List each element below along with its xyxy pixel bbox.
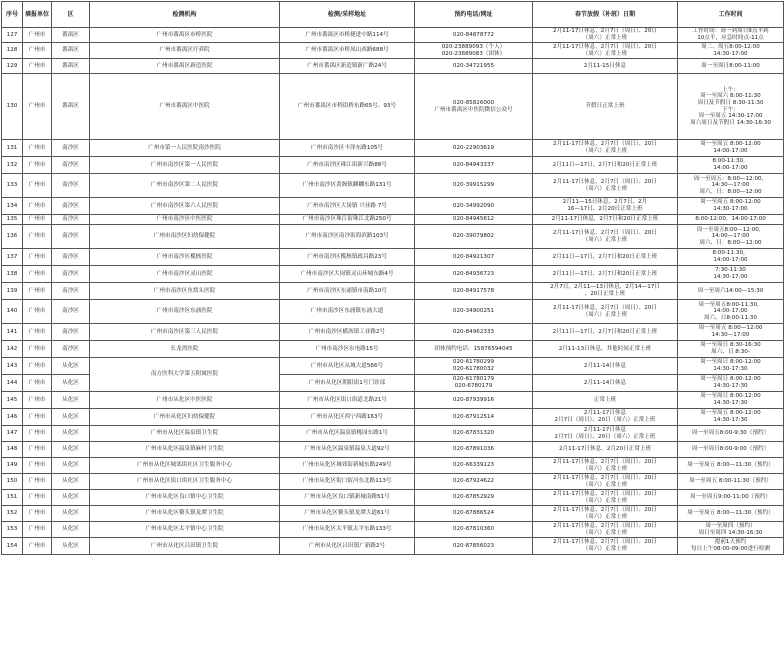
- table-row: [2, 43, 784, 59]
- header-address: 检测/采样地址: [280, 2, 415, 28]
- cell-address: 广州市从化区从城大道566号: [280, 358, 415, 375]
- header-org: 检测机构: [90, 2, 280, 28]
- cell-hours: 周一至周五8:00—12:00， 14:00—17:00 周六、日：8:00—12:00: [678, 225, 784, 249]
- cell-no: 153: [2, 522, 23, 538]
- header-unit: 填报单位: [23, 2, 52, 28]
- cell-holiday: 2月7日，2月11—13日休息，2月14—17日 ，20日正常上班: [533, 283, 678, 300]
- cell-holiday: 2月11-17日休息，2月7日（周日）、20日 （周六）正常上班: [533, 506, 678, 522]
- cell-district: 从化区: [52, 474, 90, 490]
- cell-no: 141: [2, 324, 23, 341]
- cell-address: 广州市从化区温泉镇温泉大道92号: [280, 442, 415, 458]
- cell-unit: 广州市: [23, 225, 52, 249]
- cell-unit: 广州市: [23, 490, 52, 506]
- cell-unit: 广州市: [23, 375, 52, 392]
- cell-hours: 周一至周五 8:00-12:00 14:30-17:00: [678, 198, 784, 215]
- cell-address: 广州市南沙区东涌镇市南路10号: [280, 283, 415, 300]
- cell-district: 南沙区: [52, 198, 90, 215]
- cell-org: 广州市番禺区疗养院: [90, 43, 280, 59]
- cell-phone: 020-34992090: [415, 198, 533, 215]
- cell-holiday: 2月11-17日休息 2月7日（周日）、20日（周六）正常上班: [533, 426, 678, 442]
- cell-phone: 020-23889093（个人） 020-23889083（团体）: [415, 43, 533, 59]
- cell-address: 广州市南沙区东涌镇东涌大道: [280, 300, 415, 324]
- cell-phone: 020-87924622: [415, 474, 533, 490]
- cell-hours: 7:30-11:30 14:30-17:00: [678, 266, 784, 283]
- cell-phone: 020-87886524: [415, 506, 533, 522]
- cell-phone: 020-84962333: [415, 324, 533, 341]
- cell-address: 广州市番禺区市桥凤山西路688号: [280, 43, 415, 59]
- cell-hours: 周一至周日 8:00-12:00 14:30-17:30: [678, 375, 784, 392]
- cell-address: 广州市南沙区丰泽东路105号: [280, 140, 415, 157]
- cell-holiday: 2月11-14日休息: [533, 375, 678, 392]
- table-row: [2, 157, 784, 174]
- cell-hours: 周一至周五9:00-11:00（预约）: [678, 490, 784, 506]
- cell-unit: 广州市: [23, 506, 52, 522]
- cell-holiday: 2月11-17日休息，2月7日（周日）、20日 （周六）正常上班: [533, 43, 678, 59]
- cell-district: 南沙区: [52, 283, 90, 300]
- cell-unit: 广州市: [23, 392, 52, 409]
- cell-no: 147: [2, 426, 23, 442]
- cell-no: 135: [2, 215, 23, 225]
- cell-phone: 020-61780179 020-6780179: [415, 375, 533, 392]
- table-row: [2, 198, 784, 215]
- cell-district: 南沙区: [52, 266, 90, 283]
- cell-address: 广州市从化区良口镇新城南路51号: [280, 490, 415, 506]
- cell-address: 广州市从化区城郊街新城东路249号: [280, 458, 415, 474]
- cell-org: 广州市南沙区妇幼保健院: [90, 225, 280, 249]
- cell-hours: 周一至周五8:00-11:30， 14:00-17:00 周六、日8:00-11:30: [678, 300, 784, 324]
- cell-district: 从化区: [52, 392, 90, 409]
- cell-no: 154: [2, 538, 23, 555]
- cell-district: 南沙区: [52, 341, 90, 358]
- cell-hours: 上午： 周一至周六 8:00-11:30 周日及节假日 8:30-11:30 下午： 周一至周五 14:30-17:00 周六周日及节假日 14:30-16:30: [678, 74, 784, 140]
- cell-district: 番禺区: [52, 74, 90, 140]
- cell-address: 广州市从化区太平镇太平东路133号: [280, 522, 415, 538]
- cell-district: 从化区: [52, 426, 90, 442]
- cell-address: 广州市从化区街口街道北路21号: [280, 392, 415, 409]
- cell-address: 广州市番禺区新造镇新广路24号: [280, 59, 415, 74]
- table-row: [2, 74, 784, 140]
- cell-holiday: 2月11-14日休息: [533, 358, 678, 375]
- cell-no: 149: [2, 458, 23, 474]
- table-row: [2, 140, 784, 157]
- cell-holiday: 2月11-17日休息，2月7日（周日）、20日 （周六）正常上班: [533, 474, 678, 490]
- cell-phone: 020-39079802: [415, 225, 533, 249]
- cell-unit: 广州市: [23, 43, 52, 59]
- cell-phone: 020-34900251: [415, 300, 533, 324]
- cell-no: 140: [2, 300, 23, 324]
- cell-hours: 周一至周五 8:00-12:00 14:30-17:30: [678, 409, 784, 426]
- cell-hours: 周一至周四（预约） 周日至周四 14:30-16:30: [678, 522, 784, 538]
- table-row: [2, 426, 784, 442]
- cell-no: 144: [2, 375, 23, 392]
- cell-address: 广州市从化区街口街河东北路113号: [280, 474, 415, 490]
- cell-address: 广州市南沙区榄核镇政昌路23号: [280, 249, 415, 266]
- cell-org: 南方医科大学第五附属医院: [90, 358, 280, 392]
- cell-district: 南沙区: [52, 174, 90, 198]
- cell-org: 广州市从化区温泉镇卫生院: [90, 426, 280, 442]
- cell-district: 南沙区: [52, 140, 90, 157]
- cell-district: 南沙区: [52, 215, 90, 225]
- cell-phone: 020-87810360: [415, 522, 533, 538]
- cell-org: 广州市从化区中医医院: [90, 392, 280, 409]
- table-row: [2, 341, 784, 358]
- table-row: [2, 174, 784, 198]
- cell-unit: 广州市: [23, 266, 52, 283]
- cell-unit: 广州市: [23, 358, 52, 375]
- cell-holiday: 2月11-17日休息 2月7日（周日）、20日（周六）正常上班: [533, 409, 678, 426]
- cell-no: 143: [2, 358, 23, 375]
- cell-phone: 020-87852929: [415, 490, 533, 506]
- cell-holiday: 2月11-17日休息，2月7日（周日）、20日 （周六）正常上班: [533, 538, 678, 555]
- cell-phone: 020-85826000 广州市番禺区中医院微信公众号: [415, 74, 533, 140]
- cell-phone: 020-66339123: [415, 458, 533, 474]
- cell-address: 广州市南沙区黄阁镇麒麟东路131号: [280, 174, 415, 198]
- cell-hours: 工作时间：周一到周日9点半到 10点半，应急时间点-11点: [678, 28, 784, 43]
- cell-no: 145: [2, 392, 23, 409]
- cell-holiday: 2月11-17日休息，2月7日（周日）、20日 （周六）正常上班: [533, 28, 678, 43]
- cell-no: 132: [2, 157, 23, 174]
- cell-address: 广州市从化区鳌头镇龙潭大道61号: [280, 506, 415, 522]
- cell-district: 从化区: [52, 490, 90, 506]
- cell-phone: 020-84878772: [415, 28, 533, 43]
- cell-unit: 广州市: [23, 174, 52, 198]
- cell-holiday: 2月11-15日休息: [533, 59, 678, 74]
- table-row: [2, 458, 784, 474]
- cell-no: 127: [2, 28, 23, 43]
- cell-phone: 020-39915299: [415, 174, 533, 198]
- cell-holiday: 正常上班: [533, 392, 678, 409]
- cell-hours: 周一至周五 8:00—12:00 14:30—17:00: [678, 324, 784, 341]
- cell-hours: 提前1天预约 每日上午08:00-09:00进行检测: [678, 538, 784, 555]
- cell-no: 134: [2, 198, 23, 215]
- cell-phone: 020-61780299 020-61780032: [415, 358, 533, 375]
- cell-address: 广州市南沙区大岗镇灵山环城东路4号: [280, 266, 415, 283]
- cell-unit: 广州市: [23, 474, 52, 490]
- cell-district: 番禺区: [52, 28, 90, 43]
- cell-org: 广州市南沙区第六人民医院: [90, 198, 280, 215]
- cell-unit: 广州市: [23, 215, 52, 225]
- cell-hours: 周一至周五：8:00—12:00， 14:30—17:00 周六、日：8:00—12:00: [678, 174, 784, 198]
- cell-holiday: 2月11-17日休息，2月7日（周日）、20日 （周六）正常上班: [533, 140, 678, 157]
- cell-hours: 周一至周六14:00—15:30: [678, 283, 784, 300]
- cell-holiday: 节假日正常上班: [533, 74, 678, 140]
- table-header-row: [2, 2, 784, 28]
- cell-org: 广州市从化区城郊街社区卫生服务中心: [90, 458, 280, 474]
- cell-district: 从化区: [52, 358, 90, 375]
- cell-unit: 广州市: [23, 283, 52, 300]
- cell-no: 131: [2, 140, 23, 157]
- cell-unit: 广州市: [23, 426, 52, 442]
- table-row: [2, 283, 784, 300]
- cell-org: 广州市第一人民医院南沙医院: [90, 140, 280, 157]
- cell-no: 152: [2, 506, 23, 522]
- cell-unit: 广州市: [23, 442, 52, 458]
- cell-holiday: 2月11-17日休息，2月20日正常上班: [533, 442, 678, 458]
- cell-org: 广州市南沙区鱼窝头医院: [90, 283, 280, 300]
- cell-phone: 020-84917578: [415, 283, 533, 300]
- cell-org: 广州市南沙区第三人民医院: [90, 324, 280, 341]
- cell-district: 南沙区: [52, 249, 90, 266]
- cell-address: 广州市南沙区东电路15号: [280, 341, 415, 358]
- cell-phone: 020-22903619: [415, 140, 533, 157]
- table-row: [2, 506, 784, 522]
- cell-unit: 广州市: [23, 341, 52, 358]
- cell-holiday: 2月11-13日休息，其他时间正常上班: [533, 341, 678, 358]
- cell-district: 从化区: [52, 375, 90, 392]
- cell-no: 138: [2, 266, 23, 283]
- cell-unit: 广州市: [23, 157, 52, 174]
- cell-address: 广州市从化区朝阳街1号门诊部: [280, 375, 415, 392]
- cell-unit: 广州市: [23, 522, 52, 538]
- header-no: 序号: [2, 2, 23, 28]
- cell-address: 广州市南沙区大岗镇 兴业路 7号: [280, 198, 415, 215]
- cell-address: 广州市南沙区南沙街海滨路103号: [280, 225, 415, 249]
- cell-district: 从化区: [52, 538, 90, 555]
- cell-address: 广州市从化区温泉镇桃园东路1号: [280, 426, 415, 442]
- cell-unit: 广州市: [23, 140, 52, 157]
- cell-holiday: 2月11-17日休息，2月7日（周日）、20日 （周六）正常上班: [533, 458, 678, 474]
- cell-holiday: 2月11-17日休息，2月7日（周日）、20日 （周六）正常上班: [533, 300, 678, 324]
- cell-address: 广州市南沙区横沥镇工业路2号: [280, 324, 415, 341]
- cell-no: 136: [2, 225, 23, 249]
- cell-org: 广州市从化区吕田镇卫生院: [90, 538, 280, 555]
- table-row: [2, 249, 784, 266]
- cell-hours: 周一至周五 8:00—11:30（预约）: [678, 506, 784, 522]
- table-row: [2, 215, 784, 225]
- cell-phone: 团体预约电话：15876594045: [415, 341, 533, 358]
- cell-holiday: 2月11-17日休息，2月7日（周日）、20日 （周六）正常上班: [533, 174, 678, 198]
- table-row: [2, 538, 784, 555]
- cell-holiday: 2月11日—17日，2月7日和20日正常上班: [533, 266, 678, 283]
- cell-hours: 周一至周日 8:00-12:00 14:30-17:30: [678, 392, 784, 409]
- cell-address: 广州市番禺区市桥街桥东路65号、93号: [280, 74, 415, 140]
- cell-hours: 周一至周日8:00-11:00: [678, 59, 784, 74]
- table-row: [2, 392, 784, 409]
- cell-org: 广州市番禺区新造医院: [90, 59, 280, 74]
- cell-org: 广州市从化区街口街社区卫生服务中心: [90, 474, 280, 490]
- cell-no: 128: [2, 43, 23, 59]
- header-hours: 工作时间: [678, 2, 784, 28]
- cell-org: 广州市从化区太平镇中心卫生院: [90, 522, 280, 538]
- cell-no: 151: [2, 490, 23, 506]
- cell-hours: 周一至周五 8:00-12:00 14:00-17:00: [678, 140, 784, 157]
- cell-no: 146: [2, 409, 23, 426]
- cell-unit: 广州市: [23, 59, 52, 74]
- cell-phone: 020-87891036: [415, 442, 533, 458]
- cell-district: 南沙区: [52, 300, 90, 324]
- cell-org: 广州市南沙区中医医院: [90, 215, 280, 225]
- cell-no: 129: [2, 59, 23, 74]
- cell-district: 番禺区: [52, 43, 90, 59]
- cell-hours: 周一至周五8:00-9:30（预约）: [678, 426, 784, 442]
- cell-hours: 周一至周日8:00-9:00（预约）: [678, 442, 784, 458]
- cell-holiday: 2月11-17日休息，2月7日（周日）、20日 （周六）正常上班: [533, 225, 678, 249]
- cell-org: 长龙湾医院: [90, 341, 280, 358]
- table-row: [2, 59, 784, 74]
- cell-no: 150: [2, 474, 23, 490]
- cell-district: 南沙区: [52, 225, 90, 249]
- header-holiday: 春节放假（补班）日期: [533, 2, 678, 28]
- cell-unit: 广州市: [23, 538, 52, 555]
- cell-no: 139: [2, 283, 23, 300]
- cell-district: 从化区: [52, 506, 90, 522]
- cell-holiday: 2月11-17日休息，2月7日（周日）、20日 （周六）正常上班: [533, 490, 678, 506]
- cell-hours: 周一至周五 8:00—11:30（预约）: [678, 458, 784, 474]
- cell-no: 133: [2, 174, 23, 198]
- cell-phone: 020-84945612: [415, 215, 533, 225]
- cell-org: 广州市南沙区榄核医院: [90, 249, 280, 266]
- cell-org: 广州市南沙区第一人民医院: [90, 157, 280, 174]
- cell-hours: 周二、周五8:00-12:00 14:30-17:00: [678, 43, 784, 59]
- cell-phone: 020-84943337: [415, 157, 533, 174]
- cell-no: 142: [2, 341, 23, 358]
- table-row: [2, 522, 784, 538]
- cell-address: 广州市南沙区珠江街新兴路88号: [280, 157, 415, 174]
- cell-no: 148: [2, 442, 23, 458]
- cell-holiday: 2月11日—17日，2月7日和20日正常上班: [533, 157, 678, 174]
- cell-unit: 广州市: [23, 28, 52, 43]
- cell-holiday: 2月11日—17日，2月7日和20日正常上班: [533, 324, 678, 341]
- testing-institution-table: [1, 1, 784, 555]
- table-row: [2, 474, 784, 490]
- cell-unit: 广州市: [23, 74, 52, 140]
- cell-address: 广州市从化区西宁西路163号: [280, 409, 415, 426]
- table-row: [2, 324, 784, 341]
- cell-phone: 020-87939916: [415, 392, 533, 409]
- cell-no: 137: [2, 249, 23, 266]
- cell-address: 广州市南沙区珠江街珠江北路250号: [280, 215, 415, 225]
- cell-district: 从化区: [52, 458, 90, 474]
- cell-phone: 020-87912514: [415, 409, 533, 426]
- cell-hours: 8:00-12:00，14:00-17:00: [678, 215, 784, 225]
- cell-holiday: 2月11-17日休息，2月7日和20日正常上班: [533, 215, 678, 225]
- cell-unit: 广州市: [23, 249, 52, 266]
- cell-district: 从化区: [52, 522, 90, 538]
- cell-hours: 8:00-11:30， 14:00-17:00: [678, 157, 784, 174]
- cell-address: 广州市从化区吕田镇广新路2号: [280, 538, 415, 555]
- cell-district: 从化区: [52, 442, 90, 458]
- cell-phone: 020-87831320: [415, 426, 533, 442]
- cell-org: 广州市番禺区中医院: [90, 74, 280, 140]
- cell-phone: 020-87856023: [415, 538, 533, 555]
- cell-unit: 广州市: [23, 409, 52, 426]
- cell-unit: 广州市: [23, 300, 52, 324]
- table-row: [2, 225, 784, 249]
- table-row: [2, 490, 784, 506]
- cell-hours: 周一至周日 8:00-12:00 14:30-17:30: [678, 358, 784, 375]
- cell-phone: 020-34721955: [415, 59, 533, 74]
- cell-hours: 周一至周日 8:30-16:30 周六、日 8:30-: [678, 341, 784, 358]
- cell-unit: 广州市: [23, 324, 52, 341]
- cell-unit: 广州市: [23, 458, 52, 474]
- cell-district: 番禺区: [52, 59, 90, 74]
- cell-org: 广州市南沙区东涌医院: [90, 300, 280, 324]
- table-row: [2, 28, 784, 43]
- table-row: [2, 358, 784, 375]
- cell-hours: 周一至周五 8:00-11:30（预约）: [678, 474, 784, 490]
- cell-holiday: 2月11日—17日，2月7日和20日正常上班: [533, 249, 678, 266]
- table-row: [2, 409, 784, 426]
- cell-org: 广州市番禺区市桥医院: [90, 28, 280, 43]
- cell-phone: 020-84936723: [415, 266, 533, 283]
- cell-holiday: 2月11—15日休息，2月7日、2月 16—17日、2月20日正常上班: [533, 198, 678, 215]
- cell-org: 广州市从化区温泉镇麻村卫生院: [90, 442, 280, 458]
- cell-district: 南沙区: [52, 324, 90, 341]
- table-row: [2, 442, 784, 458]
- header-phone: 预约电话/网址: [415, 2, 533, 28]
- cell-org: 广州市南沙区第二人民医院: [90, 174, 280, 198]
- cell-org: 广州市从化区妇幼保健院: [90, 409, 280, 426]
- cell-phone: 020-84921307: [415, 249, 533, 266]
- cell-hours: 8:00-11:30， 14:00-17:00: [678, 249, 784, 266]
- cell-no: 130: [2, 74, 23, 140]
- header-district: 区: [52, 2, 90, 28]
- cell-unit: 广州市: [23, 198, 52, 215]
- table-row: [2, 266, 784, 283]
- cell-address: 广州市番禺区市桥捷进中路114号: [280, 28, 415, 43]
- cell-org: 广州市南沙区灵山医院: [90, 266, 280, 283]
- cell-district: 从化区: [52, 409, 90, 426]
- cell-org: 广州市从化区鳌头镇龙潭卫生院: [90, 506, 280, 522]
- table-row: [2, 300, 784, 324]
- cell-district: 南沙区: [52, 157, 90, 174]
- cell-holiday: 2月11-17日休息，2月7日（周日）、20日 （周六）正常上班: [533, 522, 678, 538]
- cell-org: 广州市从化区良口镇中心卫生院: [90, 490, 280, 506]
